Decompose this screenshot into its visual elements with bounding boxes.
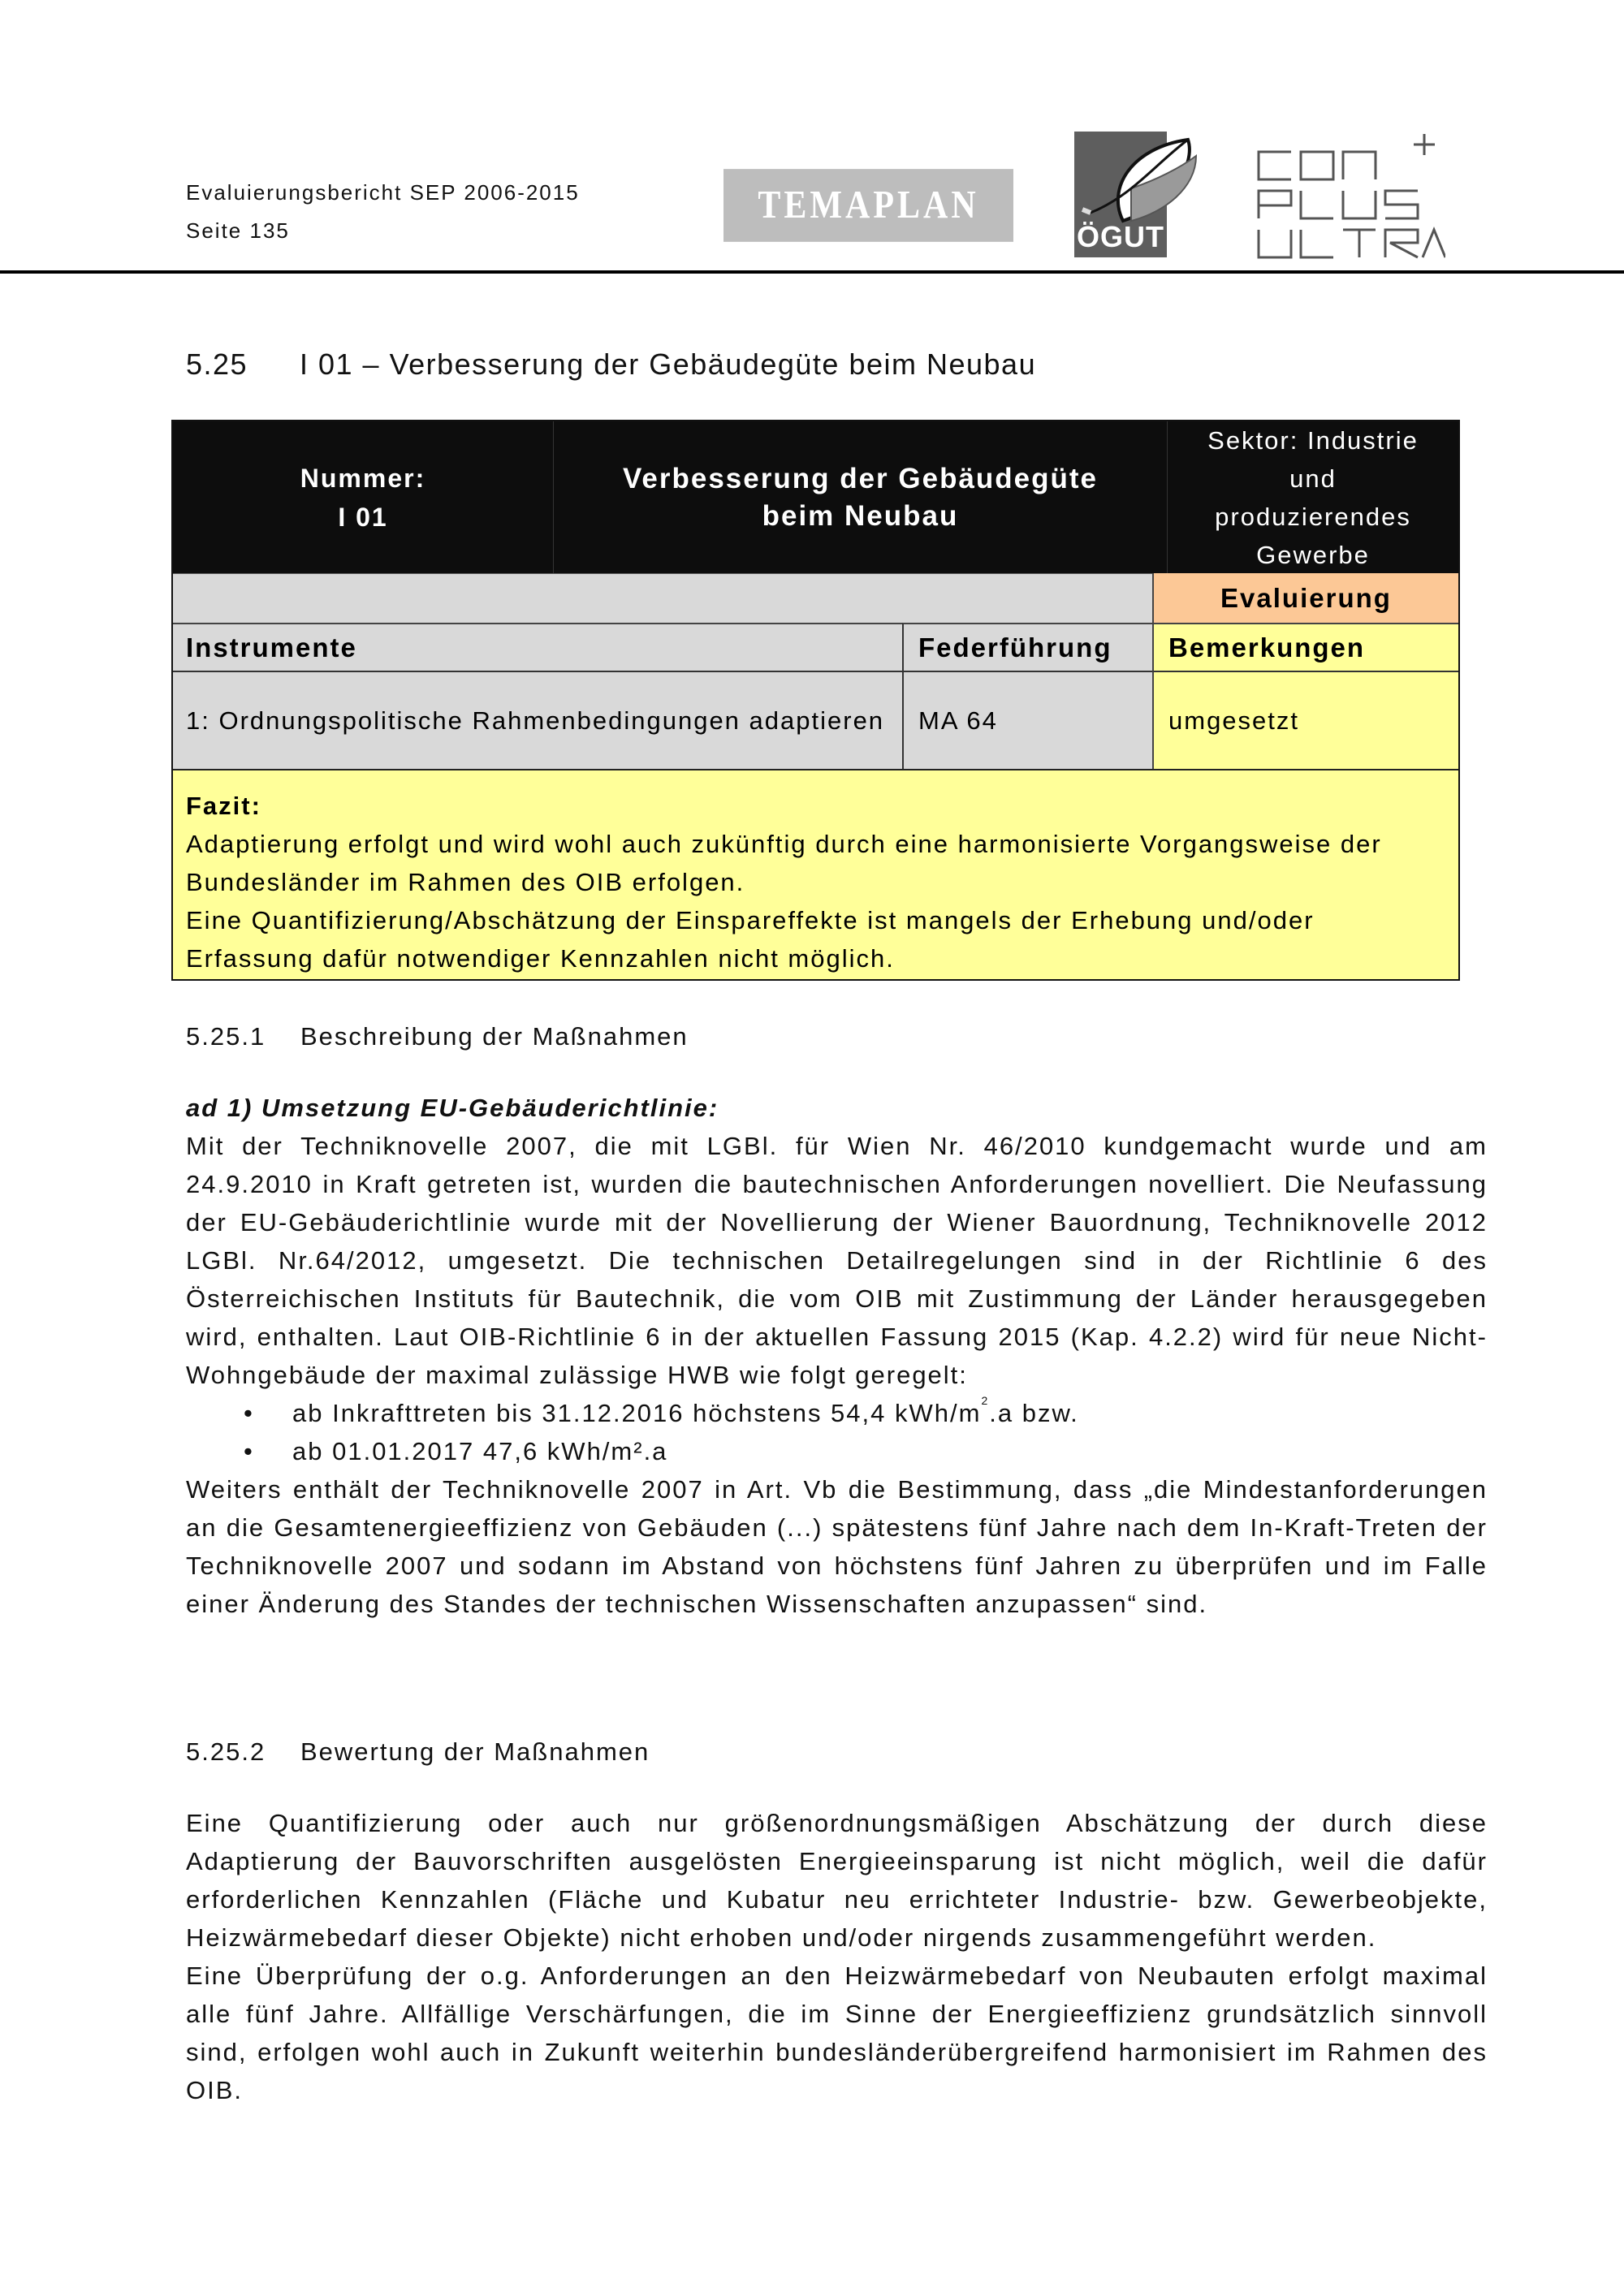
report-title: Evaluierungsbericht SEP 2006-2015: [186, 180, 580, 205]
sektor-cell: [1167, 421, 1458, 573]
subsection-heading-1: [186, 1022, 689, 1051]
evaluation-body: [186, 1804, 1488, 2109]
header-rule: [0, 270, 1624, 274]
paragraph: Eine Quantifizierung oder auch nur größenordnungsmäßigen Abschätzung der durch diese Adaptierung der Bauvorschriften ausgelösten Energieeinsparung ist nicht möglich, weil die dafür erforderlichen Kennzahlen (Fläche und Kubatur neu errichteter Industrie- bzw. Gewerbeobjekte, Heizwärmebedarf dieser Objekte) nicht erhoben und/oder nirgends zusammengeführt werden.: [186, 1809, 1488, 1952]
conplusultra-logo: [1250, 134, 1445, 260]
ogut-logo-text: ÖGUT: [1077, 220, 1164, 253]
measure-title-line1: Verbesserung der Gebäudegüte: [622, 462, 1099, 494]
section-number: 5.25: [186, 347, 248, 381]
nummer-cell: [173, 421, 554, 573]
subsection-heading-2: [186, 1737, 650, 1767]
column-header-federfuehrung: Federführung: [902, 623, 1152, 671]
sektor-line: produzierendes: [1215, 502, 1411, 531]
paragraph: Mit der Techniknovelle 2007, die mit LGBl. für Wien Nr. 46/2010 kundgemacht wurde und am 24.9.2010 in Kraft getreten ist, wurden die bautechnischen Anforderungen novelliert. Die Neufassung der EU-Gebäuderichtlinie wurde mit der Novellierung der Wiener Bauordnung, Techniknovelle 2012 LGBl. Nr.64/2012, umgesetzt. Die technischen Detailregelungen sind in der Richtlinie 6 des Österreichischen Instituts für Bautechnik, die vom OIB mit Zustimmung der Länder herausgegeben wird, enthalten. Laut OIB-Richtlinie 6 in der aktuellen Fassung 2015 (Kap. 4.2.2) wird für neue Nicht-Wohngebäude der maximal zulässige HWB wie folgt geregelt:: [186, 1132, 1488, 1389]
temaplan-logo-text: TEMAPLAN: [758, 183, 979, 227]
superscript: 2: [981, 1394, 990, 1407]
list-item-text: ab 01.01.2017 47,6 kWh/m².a: [292, 1437, 668, 1465]
table-cell-bemerkungen: umgesetzt: [1152, 671, 1458, 769]
measure-title-cell: [554, 421, 1167, 573]
section-title: I 01 – Verbesserung der Gebäudegüte beim Neubau: [300, 347, 1037, 381]
ogut-logo: [1074, 132, 1167, 257]
list-item-text: .a bzw.: [989, 1399, 1079, 1427]
fazit-text: Eine Quantifizierung/Abschätzung der Einspareffekte ist mangels der Erhebung und/oder Erfassung dafür notwendiger Kennzahlen nicht möglich.: [186, 906, 1315, 973]
measure-table: [171, 420, 1460, 981]
subsection-number: 5.25.2: [186, 1737, 266, 1766]
fazit-label: Fazit:: [186, 792, 261, 820]
empty-grey-cell: [173, 573, 1152, 623]
table-cell-instrument: 1: Ordnungspolitische Rahmenbedingungen adaptieren: [173, 671, 902, 769]
sektor-line: und: [1289, 464, 1337, 493]
sektor-line: Sektor: Industrie: [1207, 425, 1419, 455]
section-heading: [186, 347, 1036, 382]
measure-title-line2: beim Neubau: [762, 499, 959, 532]
column-header-bemerkungen: Bemerkungen: [1152, 623, 1458, 671]
nummer-value: I 01: [338, 502, 388, 532]
list-item: [186, 1432, 1488, 1470]
paragraph: Eine Überprüfung der o.g. Anforderungen an den Heizwärmebedarf von Neubauten erfolgt maximal alle fünf Jahre. Allfällige Verschärfungen, die im Sinne der Energieeffizienz grundsätzlich sinnvoll sind, erfolgen wohl auch in Zukunft weiterhin bundesländerübergreifend harmonisiert im Rahmen des OIB.: [186, 1962, 1488, 2104]
list-item: [186, 1394, 1488, 1432]
subsection-title: Bewertung der Maßnahmen: [300, 1737, 650, 1766]
table-cell-federfuehrung: MA 64: [902, 671, 1152, 769]
paragraph: Weiters enthält der Techniknovelle 2007 in Art. Vb die Bestimmung, dass „die Mindestanforderungen an die Gesamtenergieeffizienz von Gebäuden (...) spätestens fünf Jahre nach dem In-Kraft-Treten der Techniknovelle 2007 und sodann im Abstand von höchstens fünf Jahren zu überprüfen und im Falle einer Änderung des Standes der technischen Wissenschaften anzupassen“ sind.: [186, 1475, 1488, 1618]
page-number: Seite 135: [186, 218, 290, 243]
fazit-cell: [173, 769, 1458, 979]
description-body: [186, 1089, 1488, 1623]
ad-heading: ad 1) Umsetzung EU-Gebäuderichtlinie:: [186, 1094, 719, 1122]
subsection-title: Beschreibung der Maßnahmen: [300, 1022, 689, 1051]
nummer-label: Nummer:: [300, 463, 426, 493]
hwb-limits-list: [186, 1394, 1488, 1470]
leaf-icon: [1074, 132, 1212, 229]
temaplan-logo: [723, 169, 1013, 242]
list-item-text: ab Inkrafttreten bis 31.12.2016 höchstens 54,4 kWh/m: [292, 1399, 982, 1427]
evaluierung-header: Evaluierung: [1152, 573, 1458, 623]
column-header-instrumente: Instrumente: [173, 623, 902, 671]
subsection-number: 5.25.1: [186, 1022, 266, 1051]
sektor-line: Gewerbe: [1256, 540, 1370, 569]
fazit-text: Adaptierung erfolgt und wird wohl auch zukünftig durch eine harmonisierte Vorgangsweise der Bundesländer im Rahmen des OIB erfolgen.: [186, 830, 1382, 896]
